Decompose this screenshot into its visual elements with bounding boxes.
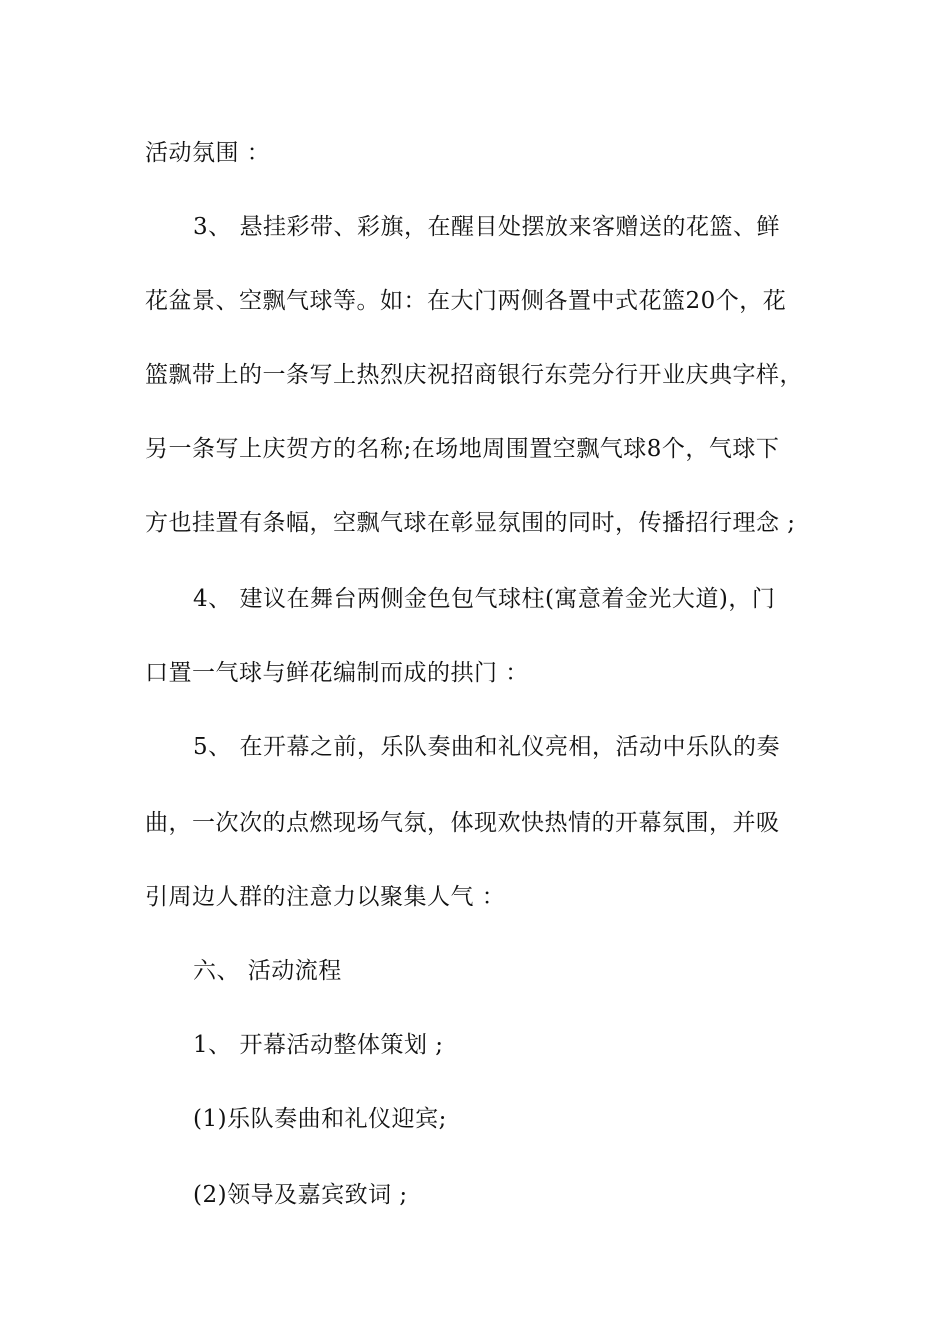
text-line: 5、 在开幕之前，乐队奏曲和礼仪亮相，活动中乐队的奏 bbox=[193, 734, 780, 760]
list-item: (1)乐队奏曲和礼仪迎宾; bbox=[193, 1106, 447, 1132]
text-line: 曲，一次次的点燃现场气氛，体现欢快热情的开幕氛围，并吸 bbox=[145, 810, 780, 836]
text-line: 篮飘带上的一条写上热烈庆祝招商银行东莞分行开业庆典字样， bbox=[145, 362, 803, 388]
text-line: 另一条写上庆贺方的名称;在场地周围置空飘气球8个，气球下 bbox=[145, 436, 780, 462]
text-line: 活动氛围 ： bbox=[145, 140, 271, 166]
text-line: 方也挂置有条幅，空飘气球在彰显氛围的同时，传播招行理念 ; bbox=[145, 510, 796, 536]
text-line: 4、 建议在舞台两侧金色包气球柱(寓意着金光大道)，门 bbox=[193, 586, 776, 612]
text-line: 口置一气球与鲜花编制而成的拱门 ： bbox=[145, 660, 529, 686]
text-line: 花盆景、空飘气球等。如：在大门两侧各置中式花篮20个，花 bbox=[145, 288, 787, 314]
list-item: 1、 开幕活动整体策划 ; bbox=[193, 1032, 444, 1058]
section-heading: 六、 活动流程 bbox=[193, 958, 342, 984]
text-line: 3、 悬挂彩带、彩旗，在醒目处摆放来客赠送的花篮、鲜 bbox=[193, 214, 780, 240]
list-item: (2)领导及嘉宾致词 ; bbox=[193, 1182, 408, 1208]
text-line: 引周边人群的注意力以聚集人气 ： bbox=[145, 884, 506, 910]
